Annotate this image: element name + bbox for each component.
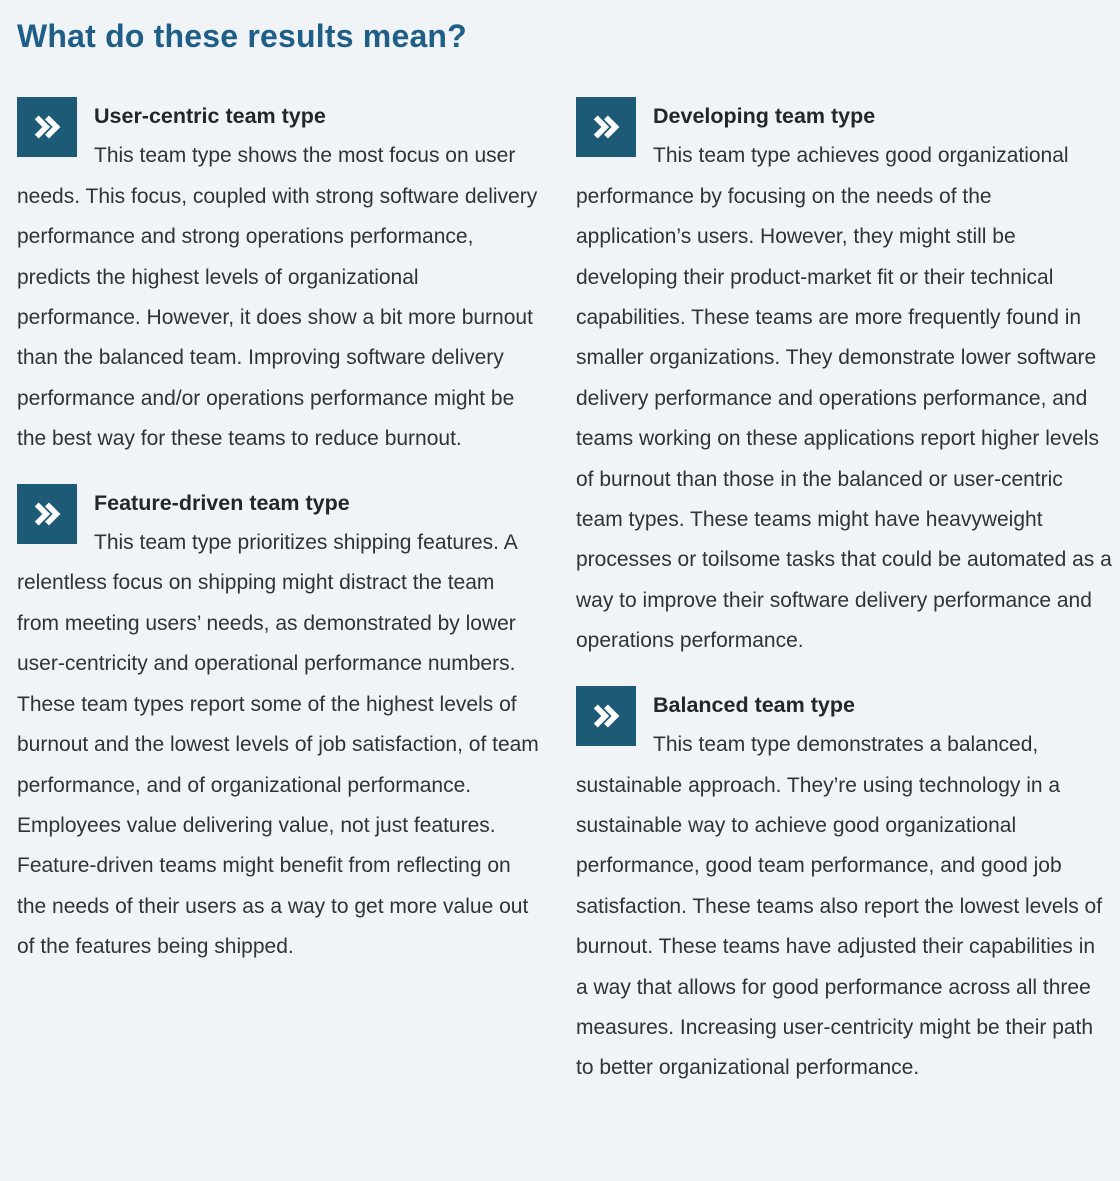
two-column-layout — [17, 96, 1112, 1089]
team-type-title: Feature-driven team type — [94, 490, 350, 515]
team-type-description: This team type prioritizes shipping features. A relentless focus on shipping might distract the team from meeting users’ needs, as demonstrated by lower user-centricity and operational performance numbers. These team types report some of the highest levels of burnout and the lowest levels of job satisfaction, of team performance, and of organizational performance. Employees value delivering value, not just features. Feature-driven teams might benefit from reflecting on the needs of their users as a way to get more value out of the features being shipped. — [17, 531, 539, 959]
section-feature-driven — [17, 483, 541, 968]
team-type-description: This team type shows the most focus on user needs. This focus, coupled with strong software delivery performance and strong operations performance, predicts the highest levels of organizational performance. However, it does show a bit more burnout than the balanced team. Improving software delivery performance and/or operations performance might be the best way for these teams to reduce burnout. — [17, 144, 538, 451]
double-chevron-right-icon — [17, 484, 77, 544]
section-developing — [576, 96, 1112, 662]
team-type-title: Developing team type — [653, 104, 876, 128]
team-type-title: User-centric team type — [94, 104, 326, 128]
page-title: What do these results mean? — [17, 18, 467, 54]
left-column — [17, 96, 541, 1089]
team-type-description: This team type demonstrates a balanced, sustainable approach. They’re using technology in a sustainable way to achieve good organizational performance, good team performance, and good job satisfaction. These teams also report the lowest levels of burnout. These teams have adjusted their capabilities in a way that allows for good performance across all three measures. Increasing user-centricity might be their path to better organizational performance. — [576, 733, 1103, 1080]
double-chevron-right-icon — [17, 97, 77, 157]
double-chevron-right-icon — [576, 97, 636, 157]
section-user-centric — [17, 96, 541, 460]
team-type-description: This team type achieves good organizational performance by focusing on the needs of the application’s users. However, they might still be developing their product-market fit or their technical capabilities. These teams are more frequently found in smaller organizations. They demonstrate lower software delivery performance and operations performance, and teams working on these applications report higher levels of burnout than those in the balanced or user-centric team types. These teams might have heavyweight processes or toilsome tasks that could be automated as a way to improve their software delivery performance and operations performance. — [576, 144, 1112, 653]
section-balanced — [576, 685, 1112, 1089]
double-chevron-right-icon — [576, 686, 636, 746]
team-type-title: Balanced team type — [653, 692, 855, 717]
right-column — [576, 96, 1112, 1089]
